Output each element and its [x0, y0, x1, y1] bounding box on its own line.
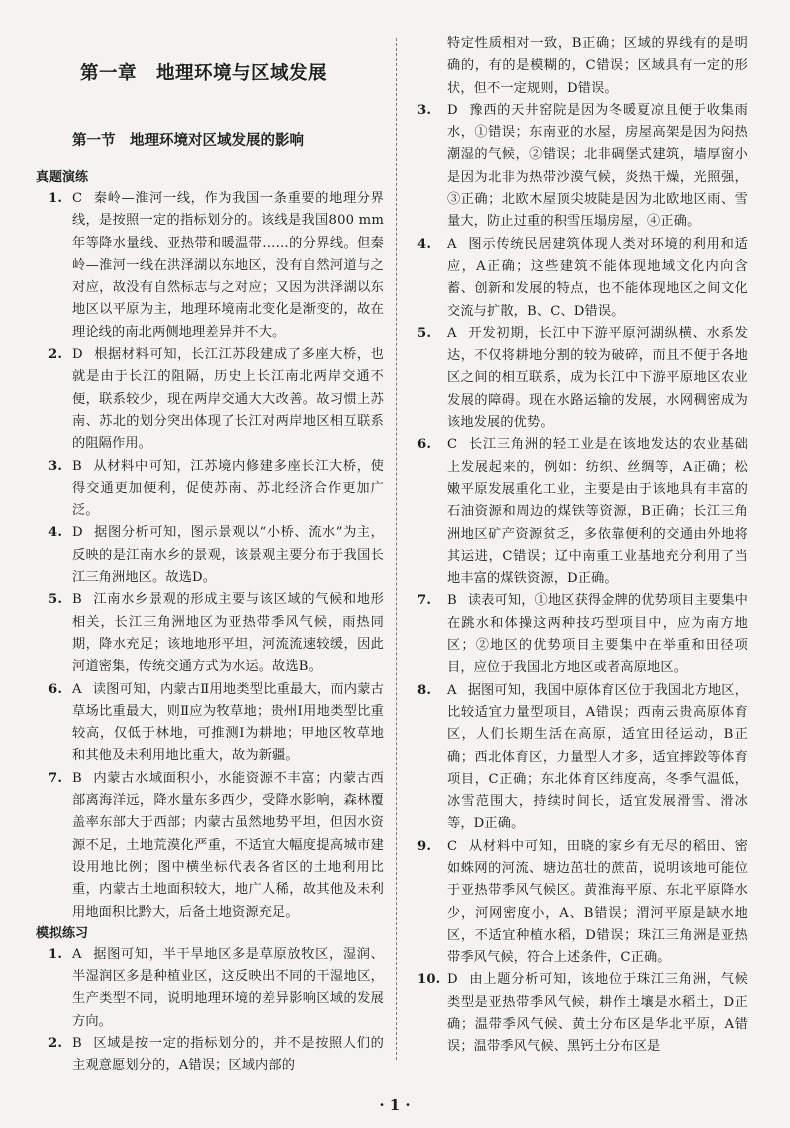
answer-item: 6. C 长江三角洲的轻工业是在该地发达的农业基础上发展起来的，例如：纺织、丝绸等，A正确；松嫩平原发展重化工业，主要是由于该地具有丰富的石油资源和周边的煤铁等资源，B正确；长江三角洲地区矿产资源贫乏，多依靠便利的交通由外地将其运进，C错误；辽中南重工业基地充分利用了当地丰富的煤铁资源，D正确。: [417, 437, 748, 587]
answer-item: 3. D 豫西的天井窑院是因为冬暖夏凉且便于收集雨水，①错误；东南亚的水屋，房屋高架是因为闷热潮湿的气候，②错误；北非碉堡式建筑，墙厚窗小是因为北非为热带沙漠气候，炎热干燥，光照强，③正确；北欧木屋顶尖坡陡是因为北欧地区雨、雪量大，防止过重的积雪压塌房屋，④正确。: [417, 102, 748, 230]
left-column: [36, 0, 384, 1078]
answer-item: 1. C 秦岭—淮河一线，作为我国一条重要的地理分界线，是按照一定的指标划分的。该线是我国800 mm年等降水量线、亚热带和暖温带……的分界线。但秦岭—淮河一线在洪泽湖以东地区，没有自然河道与之对应，故没有自然标志与之对应；又因为洪泽湖以东地区以平原为主，地理环境南北变化是渐变的，故在理论线的南北两侧地理差异并不大。: [48, 191, 384, 340]
answer-item: 4. A 图示传统民居建筑体现人类对环境的利用和适应，A正确；这些建筑不能体现地域文化内向含蓄、创新和发展的特点，也不能体现地区之间文化交流与扩散，B、C、D错误。: [417, 236, 748, 319]
page-number: · 1 ·: [379, 1096, 411, 1114]
moni-list-right: [413, 100, 748, 1059]
answer-item: 9. C 从材料中可知，田晓的家乡有无尽的稻田、密如蛛网的河流、塘边茁壮的蔗苗，说明该地可能位于亚热带季风气候区。黄淮海平原、东北平原降水少，河网密度小，A、B错误；渭河平原是缺水地区，不适宜种植水稻，D错误；珠江三角洲是亚热带季风气候，符合上述条件，C正确。: [417, 838, 748, 966]
answer-item: 10. D 由上题分析可知，该地位于珠江三角洲，气候类型是亚热带季风气候，耕作土壤是水稻土，D正确；温带季风气候、黄土分布区是华北平原，A错误；温带季风气候、黑钙土分布区是: [417, 972, 748, 1055]
answer-item: 5. B 江南水乡景观的形成主要与该区域的气候和地形相关，长江三角洲地区为亚热带季风气候，雨热同期，降水充足；该地地形平坦，河流流速较缓，因此河道密集，传统交通方式为水运。故选B。: [48, 592, 384, 675]
zhenti-list: [36, 188, 384, 924]
answer-item: 7. B 内蒙古水域面积小，水能资源不丰富；内蒙古西部离海洋远，降水量东多西少，受降水影响，森林覆盖率东部大于西部；内蒙古虽然地势平坦，但因水资源不足，土地荒漠化严重，不适宜大幅度提高城市建设用地比例；图中横坐标代表各省区的土地利用比重，内蒙古土地面积较大，地广人稀，故其他及未利用地面积比黔大，后备土地资源充足。: [48, 770, 384, 920]
answer-item: 4. D 据图分析可知，图示景观以“小桥、流水”为主，反映的是江南水乡的景观，该景观主要分布于我国长江三角洲地区。故选D。: [48, 525, 384, 586]
chapter-title: 第一章 地理环境与区域发展: [80, 63, 328, 84]
moni-heading: 模拟练习: [36, 925, 89, 941]
section-title: 第一节 地理环境对区域发展的影响: [72, 132, 304, 149]
answer-item: 2. D 根据材料可知，长江江苏段建成了多座大桥，也就是由于长江的阻隔，历史上长江南北两岸交通不便，联系较少，现在两岸交通大大改善。故习惯上苏南、苏北的划分突出体现了长江对两岸地区相互联系的阻隔作用。: [48, 347, 384, 452]
zhenti-heading: 真题演练: [36, 170, 89, 185]
answer-item: 6. A 读图可知，内蒙古Ⅱ用地类型比重最大，而内蒙古草场比重最大，则Ⅱ应为牧草地；贵州Ⅰ用地类型比重较高，仅低于林地，可推测Ⅰ为耕地；甲地区牧草地和其他及未利用地比重大，故为新疆。: [48, 681, 384, 764]
answer-item: 5. A 开发初期，长江中下游平原河湖纵横、水系发达，不仅将耕地分割的较为破碎，而且不便于各地区之间的相互联系，成为长江中下游平原地区农业发展的障碍。现在水路运输的发展，水网稠密成为该地发展的优势。: [417, 325, 748, 431]
answer-item: 3. B 从材料中可知，江苏境内修建多座长江大桥，使得交通更加便利，促使苏南、苏北经济合作更加广泛。: [48, 458, 384, 519]
right-column: [413, 0, 748, 1059]
answer-item: 7. B 读表可知，①地区获得金牌的优势项目主要集中在跳水和体操这两种技巧型项目中，应为南方地区；②地区的优势项目主要集中在举重和田径项目，应位于我国北方地区或者高原地区。: [417, 593, 748, 676]
answer-item: 1. A 据图可知，半干旱地区多是草原放牧区，湿润、半湿润区多是种植业区，这反映出不同的干湿地区，生产类型不同，说明地理环境的差异影响区域的发展方向。: [48, 946, 384, 1029]
continuation-text: 特定性质相对一致，B正确；区域的界线有的是明确的，有的是模糊的，C错误；区域具有一定的形状，但不一定规则，D错误。: [447, 36, 748, 96]
moni-list: [36, 944, 384, 1078]
column-divider: [396, 38, 397, 1060]
answer-item: 2. B 区域是按一定的指标划分的，并不是按照人们的主观意愿划分的，A错误；区域内部的: [48, 1035, 384, 1074]
answer-item: 8. A 据图可知，我国中原体育区位于我国北方地区，比较适宜力量型项目，A错误；西南云贵高原体育区，人们长期生活在高原，适宜田径运动，B正确；西北体育区，力量型人才多，适宜摔跤等体育项目，C正确；东北体育区纬度高，冬季气温低，冰雪范围大，持续时间长，适宜发展滑雪、滑冰等，D正确。: [417, 682, 748, 832]
